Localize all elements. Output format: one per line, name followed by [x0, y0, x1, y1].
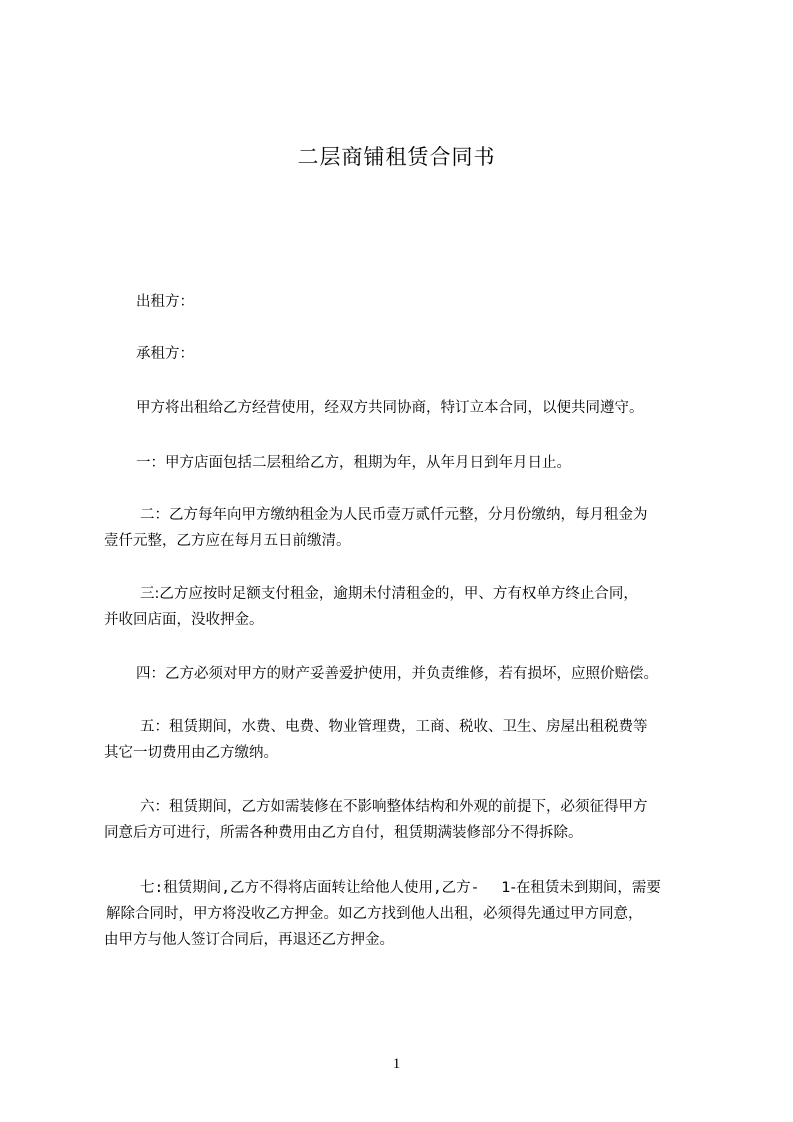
- clause-6: [104, 794, 704, 846]
- clause-5-line-2: 其它一切费用由乙方缴纳。: [104, 745, 278, 761]
- clause-7-line-1-part-a: 七:租赁期间,乙方不得将店面转让给他人使用,乙方-: [140, 880, 480, 896]
- clause-7-line-2: 解除合同时，甲方将没收乙方押金。如乙方找到他人出租，必须得先通过甲方同意，: [106, 906, 643, 922]
- document-title: 二层商铺租赁合同书: [297, 145, 496, 169]
- intro-paragraph: 甲方将出租给乙方经营使用，经双方共同协商，特订立本合同，以便共同遵守。: [136, 400, 644, 416]
- clause-3: [104, 581, 704, 633]
- clause-1: 一：甲方店面包括二层租给乙方，租期为年，从年月日到年月日止。: [136, 455, 571, 471]
- clause-7: [104, 875, 704, 953]
- clause-3-line-2: 并收回店面，没收押金。: [104, 612, 264, 628]
- clause-6-line-1: 六：租赁期间，乙方如需装修在不影响整体结构和外观的前提下，必须征得甲方: [140, 799, 648, 815]
- page-number: 1: [392, 1056, 401, 1072]
- clause-6-line-2: 同意后方可进行，所需各种费用由乙方自付，租赁期满装修部分不得拆除。: [104, 825, 583, 841]
- lessor-label: 出租方：: [136, 294, 194, 310]
- clause-5-line-1: 五：租赁期间，水费、电费、物业管理费，工商、税收、卫生、房屋出租税费等: [140, 719, 648, 735]
- lessee-label: 承租方：: [136, 346, 194, 362]
- clause-7-line-3: 由甲方与他人签订合同后，再退还乙方押金。: [104, 932, 394, 948]
- clause-2: [104, 502, 704, 554]
- clause-4: 四：乙方必须对甲方的财产妥善爱护使用，并负责维修，若有损坏，应照价赔偿。: [136, 666, 658, 682]
- clause-3-line-1: 三:乙方应按时足额支付租金，逾期未付清租金的，甲、方有权单方终止合同，: [140, 586, 638, 602]
- clause-5: [104, 714, 704, 766]
- clause-2-line-1: 二：乙方每年向甲方缴纳租金为人民币壹万贰仟元整，分月份缴纳，每月租金为: [140, 507, 648, 523]
- clause-2-line-2: 壹仟元整，乙方应在每月五日前缴清。: [104, 533, 351, 549]
- clause-7-line-1: [104, 875, 704, 901]
- clause-7-line-1-part-b: 1-在租赁未到期间，需要: [501, 880, 661, 896]
